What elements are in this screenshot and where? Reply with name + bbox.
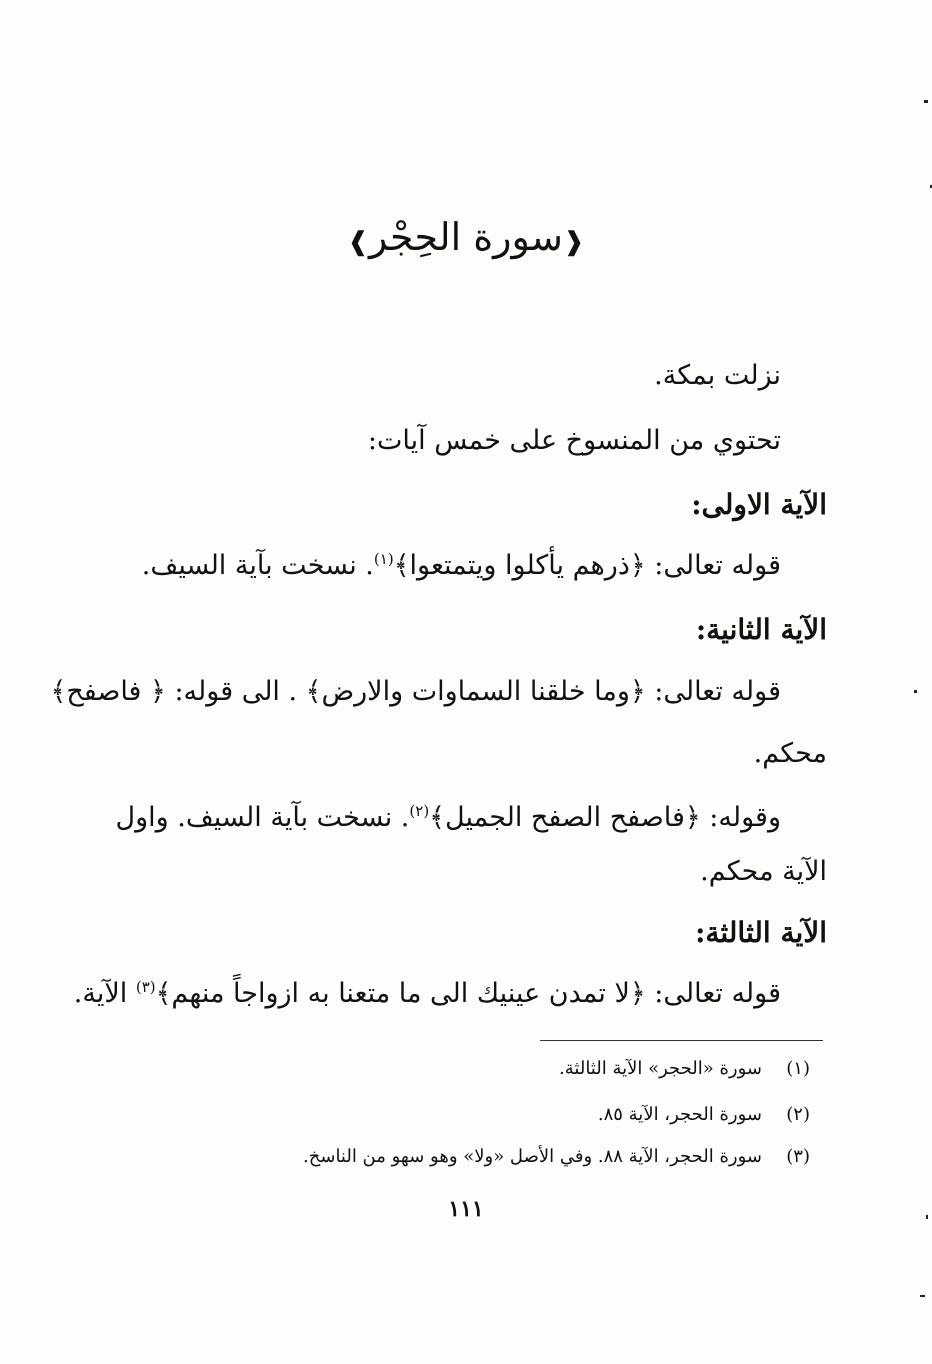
footnote-number: (٢) (786, 1104, 810, 1125)
verse-2-ruling: محكم. (753, 738, 827, 769)
verse-heading-2: الآية الثانية: (695, 613, 827, 646)
verse-1-text (142, 550, 781, 581)
footnote-text: سورة «الحجر» الآية الثالثة. (559, 1058, 762, 1079)
surah-title-text: سورة الحِجْر (369, 215, 563, 259)
verse-3-quote: قوله تعالى: ﴿لا تمدن عينيك الى ما متعنا به ازواجاً منهم﴾ (155, 978, 781, 1009)
footnote-separator (540, 1040, 823, 1041)
revelation-line: نزلت بمكة. (654, 360, 781, 391)
title-ornament-left-icon: ❰ (347, 227, 369, 257)
footnote-ref-2: (٢) (409, 802, 430, 820)
footnote-ref-1: (١) (373, 550, 394, 568)
scan-speck (914, 690, 917, 693)
title-ornament-right-icon: ❱ (562, 227, 585, 257)
footnote-text: سورة الحجر، الآية ٨٨. وفي الأصل «ولا» وهو سهو من الناسخ. (303, 1146, 762, 1167)
scan-speck (926, 1215, 928, 1219)
verse-heading-1: الآية الاولى: (691, 488, 827, 521)
verse-2-second-quote: وقوله: ﴿فاصفح الصفح الجميل﴾ (429, 802, 781, 833)
footnote-3 (303, 1146, 810, 1167)
footnote-text: سورة الحجر، الآية ٨٥. (597, 1104, 762, 1125)
footnote-ref-3: (٣) (135, 978, 156, 996)
surah-title (0, 215, 932, 259)
scan-speck (924, 100, 928, 103)
footnote-2 (598, 1104, 810, 1125)
footnote-number: (٣) (786, 1146, 810, 1167)
verse-3-comment: الآية. (73, 978, 136, 1009)
page-number: ١١١ (448, 1196, 484, 1222)
verse-heading-3: الآية الثالثة: (695, 916, 827, 949)
footnote-number: (١) (786, 1058, 810, 1079)
verse-1-quote: قوله تعالى: ﴿ذرهم يأكلوا ويتمتعوا﴾ (393, 550, 781, 581)
verse-2-second-comment: . نسخت بآية السيف. واول (115, 802, 410, 833)
verse-2-second-text (116, 802, 782, 833)
verse-3-text (74, 978, 781, 1009)
verse-2-second-ruling: الآية محكم. (700, 856, 827, 887)
verse-1-comment: . نسخت بآية السيف. (141, 550, 374, 581)
scan-speck (920, 1295, 925, 1297)
footnote-1 (559, 1058, 810, 1079)
abrogated-count-line: تحتوي من المنسوخ على خمس آيات: (367, 425, 781, 456)
verse-2-text: قوله تعالى: ﴿وما خلقنا السماوات والارض﴾ . الى قوله: ﴿ فاصفح﴾ (50, 676, 781, 707)
